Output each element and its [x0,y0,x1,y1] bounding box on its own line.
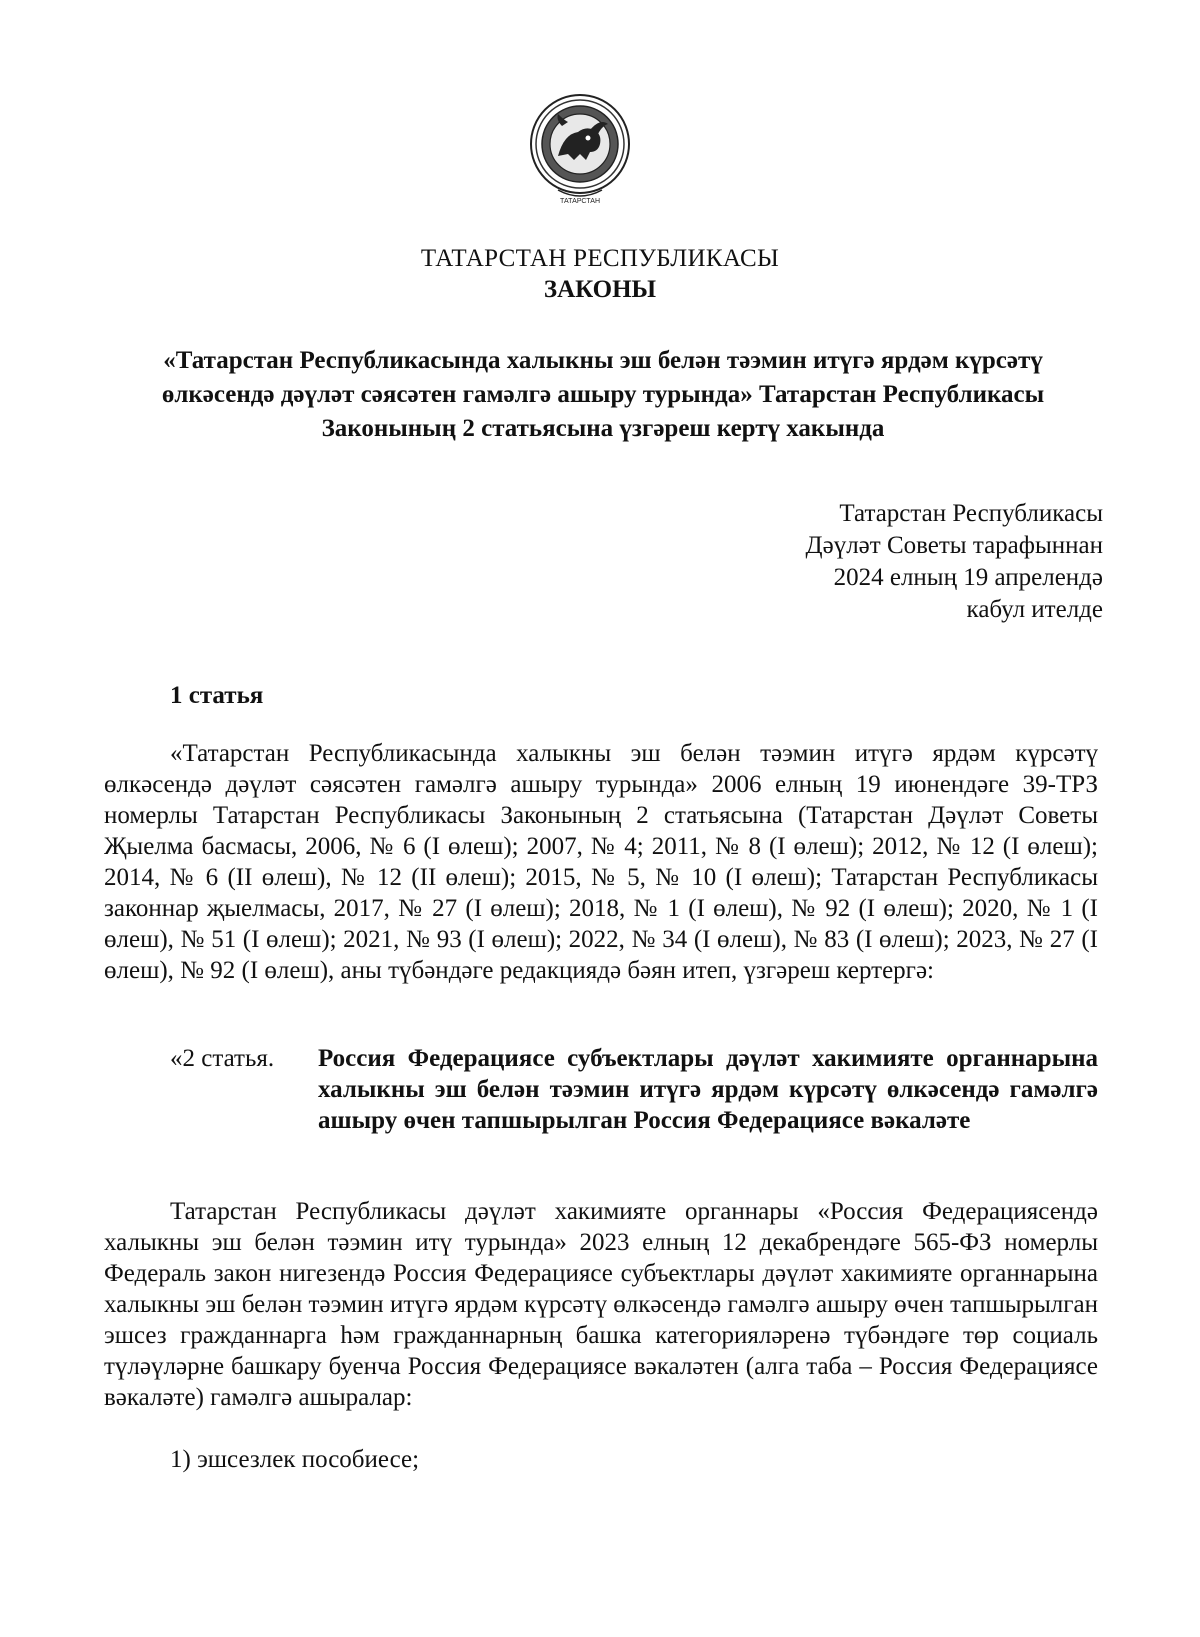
article2-heading [170,1043,1098,1136]
article1-text: «Татарстан Республикасында халыкны эш белән тәэмин итүгә ярдәм күрсәтү өлкәсендә дәүләт сәясәтен гамәлгә ашыру турында» 2006 елның 19 июнендәге 39-ТРЗ номерлы Татарстан Республикасы Законының 2 статьясына (Татарстан Дәүләт Советы Җыелма басмасы, 2006, № 6 (I өлеш); 2007, № 4; 2011, № 8 (I өлеш); 2012, № 12 (I өлеш); 2014, № 6 (II өлеш), № 12 (II өлеш); 2015, № 5, № 10 (I өлеш); Татарстан Республикасы законнар җыелмасы, 2017, № 27 (I өлеш); 2018, № 1 (I өлеш), № 92 (I өлеш); 2020, № 1 (I өлеш), № 51 (I өлеш); 2021, № 93 (I өлеш); 2022, № 34 (I өлеш), № 83 (I өлеш); 2023, № 27 (I өлеш), № 92 (I өлеш), аны түбәндәге редакциядә бәян итеп, үзгәреш кертергә: [104,740,1098,984]
article2-title: Россия Федерациясе субъектлары дәүләт хакимияте органнарына халыкны эш белән тәэмин итүгә ярдәм күрсәтү өлкәсендә гамәлгә ашыру өчен тапшырылган Россия Федерациясе вәкаләте [318,1045,1098,1134]
tatarstan-emblem-icon [528,90,632,208]
adoption-line4: кабул ителде [966,596,1103,623]
article1-title: 1 статья [170,682,264,709]
republic-title: ТАТАРСТАН РЕСПУБЛИКАСЫ [420,245,780,272]
adoption-line3: 2024 елның 19 апрелендә [833,564,1103,591]
law-heading-line1: «Татарстан Республикасында халыкны эш белән тәэмин итүгә ярдәм күрсәтү [163,347,1043,374]
law-heading-line2: өлкәсендә дәүләт сәясәтен гамәлгә ашыру турында» Татарстан Республикасы [161,381,1045,408]
emblem-text: ТАТАРСТАН [559,198,601,205]
list-item: 1) эшсезлек пособиесе; [170,1446,420,1473]
law-title: ЗАКОНЫ [543,276,657,303]
adoption-block [806,498,1103,626]
adoption-line1: Татарстан Республикасы [839,500,1103,527]
law-heading [108,344,1098,446]
adoption-line2: Дәүләт Советы тарафыннан [805,532,1103,559]
article2-label: «2 статья. [170,1045,275,1072]
law-heading-line3: Законының 2 статьясына үзгәреш кертү хакында [321,415,885,442]
article2-text: Татарстан Республикасы дәүләт хакимияте органнары «Россия Федерациясендә халыкны эш белән тәэмин итү турында» 2023 елның 12 декабрендәге 565-ФЗ номерлы Федераль закон нигезендә Россия Федерациясе субъектлары дәүләт хакимияте органнарына халыкны эш белән тәэмин итүгә ярдәм күрсәтү өлкәсендә гамәлгә ашыру өчен тапшырылган эшсез гражданнарга һәм гражданнарның башка категорияләренә түбәндәге төр социаль түләүләрне башкару буенча Россия Федерациясе вәкаләтен (алга таба – Россия Федерациясе вәкаләте) гамәлгә ашыралар: [104,1198,1098,1411]
